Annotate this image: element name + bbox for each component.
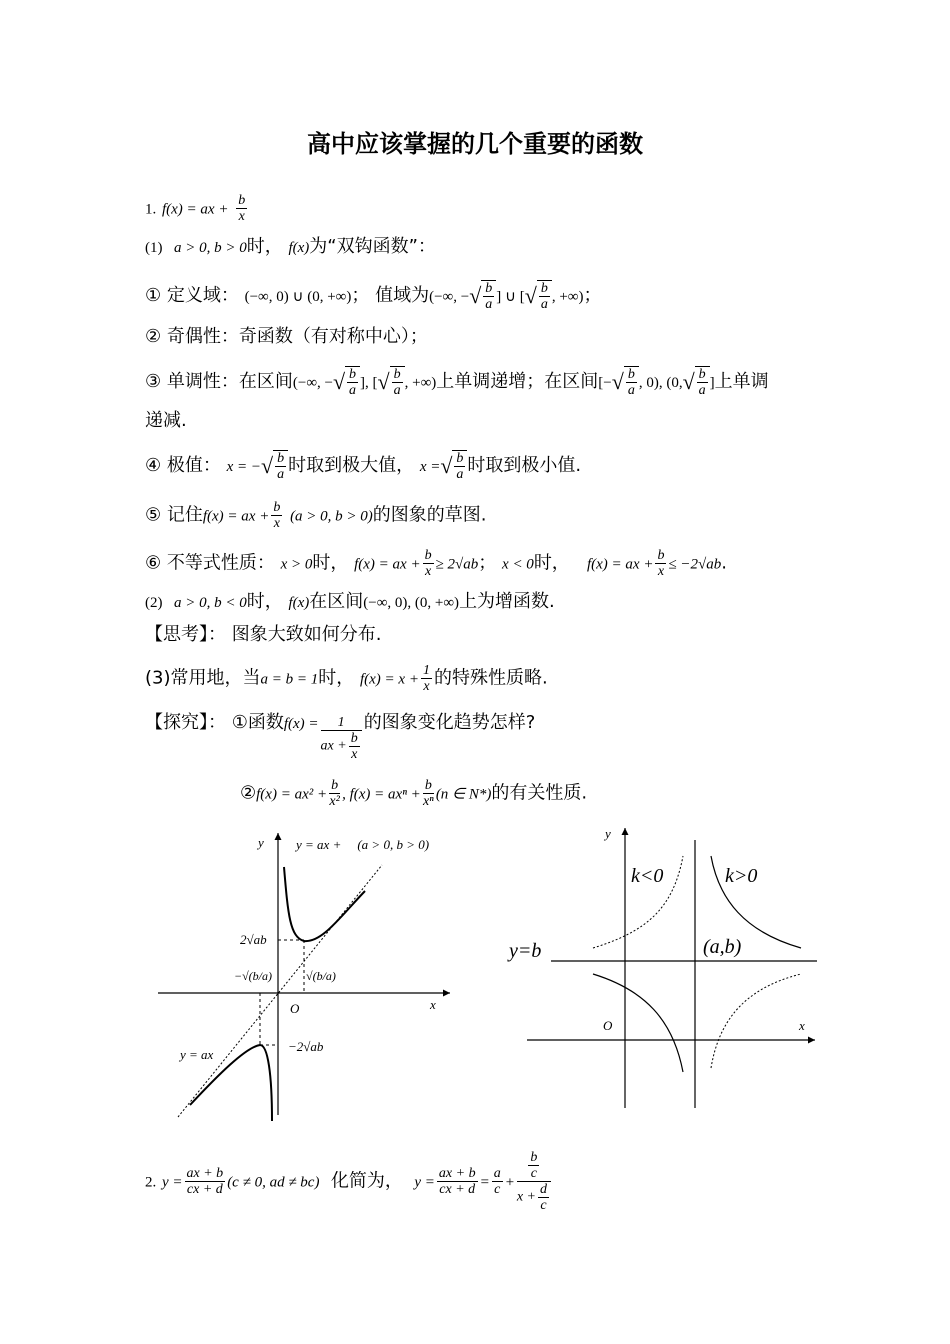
item-parity: ② 奇偶性：奇函数（有对称中心）； [145, 326, 428, 347]
explore-line-1: 【探究】： ①函数f(x) = 1 ax + $\frac{b}{x}$ 的图象变化趋势怎样? [145, 712, 536, 763]
graph-double-hook [150, 825, 470, 1125]
branch-k-neg-lower [711, 974, 801, 1068]
graph2-hline-label: y=b [509, 940, 542, 962]
item-domain-range: ① 定义域： (−∞, 0) ∪ (0, +∞)； 值域为(−∞, −√ $\frac{b}{a}$ ] ∪ [√ $\frac{b}{a}$ , +∞)； [145, 281, 602, 312]
curve-right-branch [284, 867, 365, 941]
graph2-y-label: y [605, 826, 611, 841]
graph1-pos-root: √(b/a) [306, 969, 336, 983]
graph2-k-neg-label: k<0 [631, 865, 664, 887]
graph1-x-label: x [430, 997, 436, 1012]
graph-hyperbola [505, 820, 835, 1120]
case-3-line: (3)常用地，当a = b = 1时， f(x) = x + $\frac{1}{x}$ 的特殊性质略. [145, 663, 548, 694]
explore-line-2: ②f(x) = ax² + $\frac{b}{\text{x²}}$ , f(x) = axⁿ + $\frac{b}{\text{xⁿ}}$ (n ∈ N*)的有关性质. [240, 778, 588, 809]
graph1-min-label: 2√ab [240, 932, 267, 947]
item-monotonicity-wrap: 递减. [145, 410, 187, 431]
item-monotonicity: ③ 单调性：在区间(−∞, −√ $\frac{b}{a}$ ], [√ $\frac{b}{a}$ , +∞)上单调递增；在区间[−√ $\frac{b}{a}$ , 0), (0,√ $\frac{b}{a}$ ]上单调 [145, 367, 769, 398]
page-title: 高中应该掌握的几个重要的函数 [307, 130, 643, 158]
item-extrema: ④ 极值： x = −√ $\frac{b}{a}$ 时取到极大值， x =√ $\frac{b}{a}$ 时取到极小值. [145, 451, 582, 482]
section-2-heading: 2. y = $\frac{ax + b}{cx + d}$ (c ≠ 0, ad ≠ bc) 化简为， y = $\frac{ax + b}{cx + d}$ = $\frac{a}{c}$ + $\frac{b}{c}$ x + $\frac{d}{c}$ [145, 1150, 553, 1213]
graph1-func-label: y = ax + (a > 0, b > 0) [296, 837, 430, 852]
asymptote-line [178, 865, 382, 1117]
graph2-k-pos-label: k>0 [725, 865, 758, 887]
graph1-asymptote-label: y = ax [180, 1047, 214, 1062]
graph2-center-label: (a,b) [703, 936, 742, 958]
section-1-heading: 1. f(x) = ax + $\frac{b}{x}$ [145, 193, 246, 224]
graph1-neg-root: −√(b/a) [234, 969, 273, 983]
graph1-y-label: y [258, 835, 264, 850]
item-sketch: ⑤ 记住f(x) = ax + $\frac{b}{x}$ (a > 0, b > 0)的图象的草图. [145, 500, 487, 531]
item-inequality: ⑥ 不等式性质： x > 0时， f(x) = ax + $\frac{b}{x}$ ≥ 2√ab； x < 0时， f(x) = ax + $\frac{b}{x}$ ≤ −2√ab. [145, 548, 728, 579]
graph1-origin: O [290, 1001, 300, 1016]
graph2-x-label: x [799, 1018, 805, 1033]
case-2-line: (2) a > 0, b < 0时， f(x)在区间(−∞, 0), (0, +∞)上为增函数. [145, 591, 555, 612]
case-1-line: (1) a > 0, b > 0时， f(x)为“双钩函数”： [145, 236, 436, 257]
graph1-max-label: −2√ab [288, 1039, 324, 1054]
think-line: 【思考】： 图象大致如何分布. [145, 624, 382, 645]
graph2-origin: O [603, 1018, 613, 1033]
